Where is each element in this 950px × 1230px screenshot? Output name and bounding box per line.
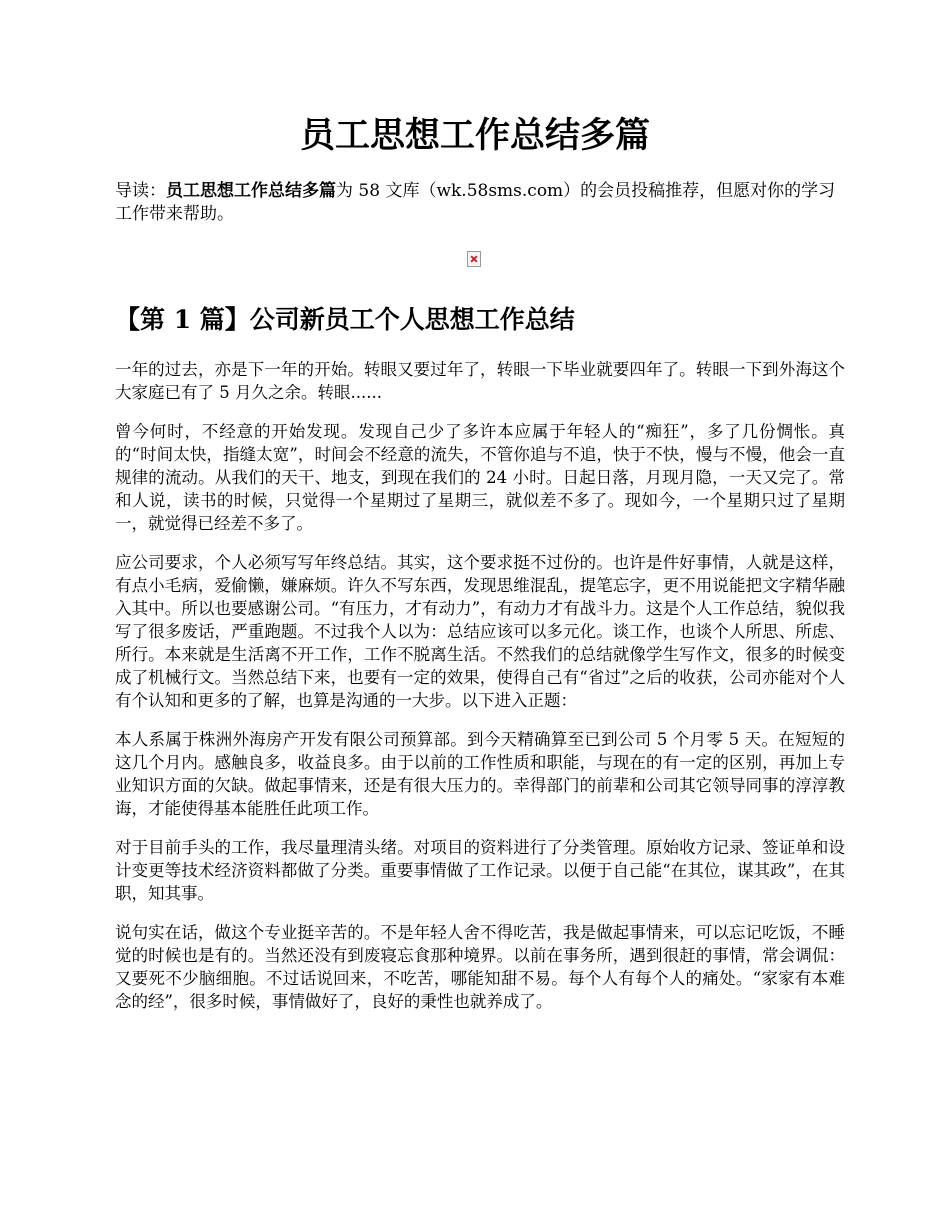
paragraph: 应公司要求，个人必须写写年终总结。其实，这个要求挺不过份的。也许是件好事情，人就是这样，有点小毛病，爱偷懒，嫌麻烦。许久不写东西，发现思维混乱，提笔忘字，更不用说能把文字精华融入其中。所以也要感谢公司。“有压力，才有动力”，有动力才有战斗力。这是个人工作总结，貌似我写了很多废话，严重跑题。不过我个人以为：总结应该可以多元化。谈工作，也谈个人所思、所虑、所行。本来就是生活离不开工作，工作不脱离生活。不然我们的总结就像学生写作文，很多的时候变成了机械行文。当然总结下来，也要有一定的效果，使得自己有“省过”之后的收获，公司亦能对个人有个认知和更多的了解，也算是沟通的一大步。以下进入正题： — [115, 553, 845, 710]
intro-suffix: 为 58 文库（wk.58sms.com）的会员投稿推荐，但愿对你的学习工作带来帮助。 — [115, 181, 836, 224]
section-heading: 【第 1 篇】公司新员工个人思想工作总结 — [115, 305, 575, 334]
paragraph: 对于目前手头的工作，我尽量理清头绪。对项目的资料进行了分类管理。原始收方记录、签证单和设计变更等技术经济资料都做了分类。重要事情做了工作记录。以便于自己能“在其位，谋其政”，在其职，知其事。 — [115, 838, 845, 903]
paragraph: 曾今何时，不经意的开始发现。发现自己少了多许本应属于年轻人的“痴狂”，多了几份惆怅。真的“时间太快，指缝太宽”，时间会不经意的流失，不管你追与不追，快于不快，慢与不慢，他会一直规律的流动。从我们的天干、地支，到现在我们的 24 小时。日起日落，月现月隐，一天又完了。常和人说，读书的时候，只觉得一个星期过了星期三，就似差不多了。现如今，一个星期只过了星期一，就觉得已经差不多了。 — [115, 422, 845, 533]
article-body — [115, 358, 845, 1029]
intro-paragraph — [115, 180, 845, 226]
intro-prefix: 导读： — [115, 181, 166, 201]
paragraph: 一年的过去，亦是下一年的开始。转眼又要过年了，转眼一下毕业就要四年了。转眼一下到外海这个大家庭已有了 5 月久之余。转眼...... — [115, 360, 845, 402]
broken-image-icon — [467, 251, 481, 267]
intro-bold-title: 员工思想工作总结多篇 — [166, 181, 336, 201]
paragraph: 本人系属于株洲外海房产开发有限公司预算部。到今天精确算至已到公司 5 个月零 5 天。在短短的这几个月内。感触良多，收益良多。由于以前的工作性质和职能，与现在的有一定的区别，再加上专业知识方面的欠缺。做起事情来，还是有很大压力的。幸得部门的前辈和公司其它领导同事的淳淳教诲，才能使得基本能胜任此项工作。 — [115, 730, 845, 818]
paragraph: 说句实在话，做这个专业挺辛苦的。不是年轻人舍不得吃苦，我是做起事情来，可以忘记吃饭，不睡觉的时候也是有的。当然还没有到废寝忘食那种境界。以前在事务所，遇到很赶的事情，常会调侃：又要死不少脑细胞。不过话说回来，不吃苦，哪能知甜不易。每个人有每个人的痛处。“家家有本难念的经”，很多时候，事情做好了，良好的秉性也就养成了。 — [115, 923, 845, 1011]
document-title: 员工思想工作总结多篇 — [299, 115, 650, 156]
